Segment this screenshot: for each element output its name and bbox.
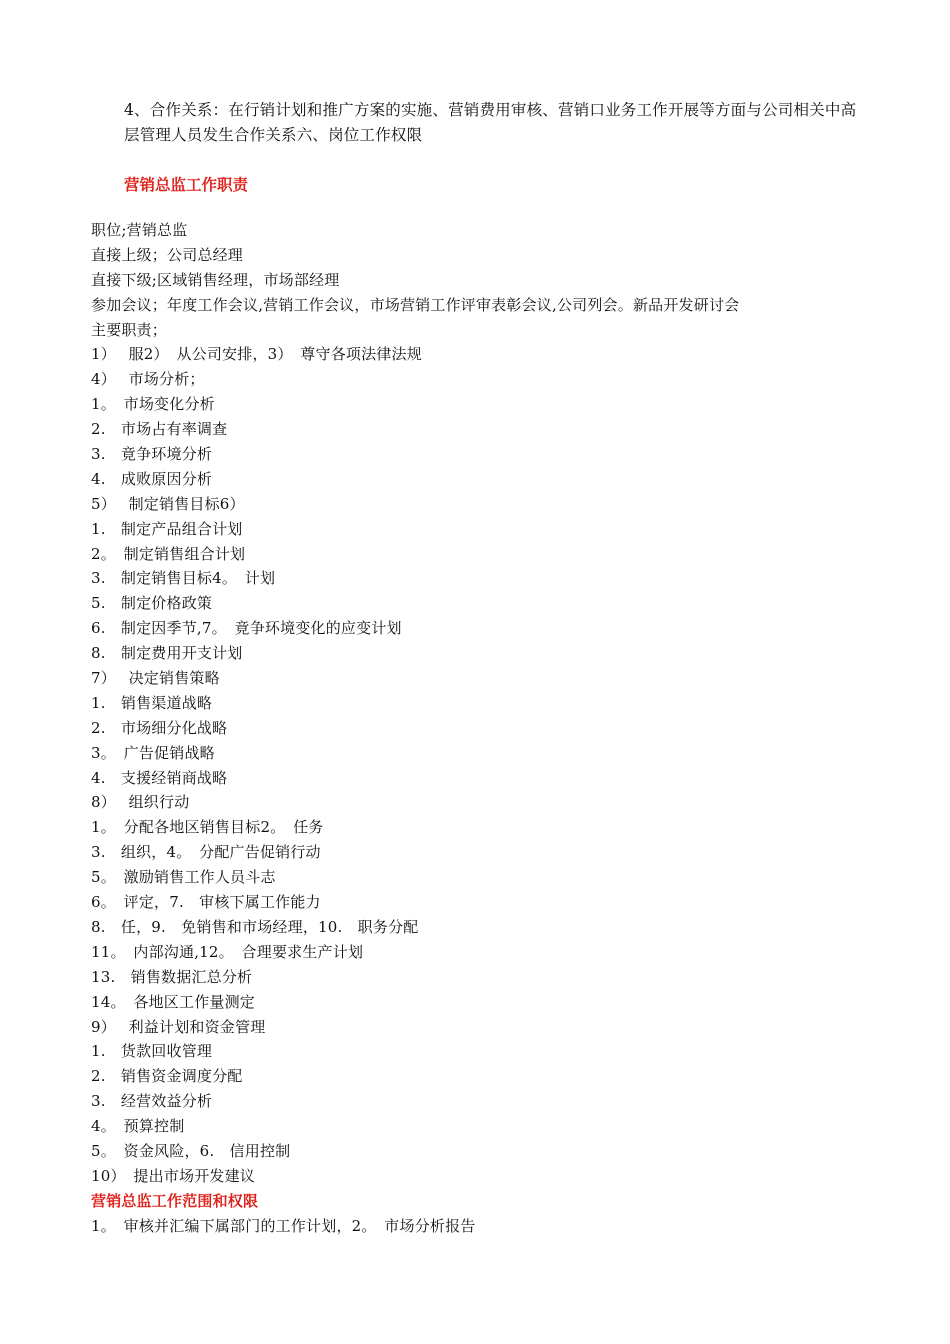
text-line: 14。 各地区工作量测定 bbox=[91, 992, 255, 1011]
text-line: 5） 制定销售目标6） bbox=[91, 494, 245, 513]
text-line: 直接上级；公司总经理 bbox=[91, 245, 244, 264]
text-line: 1. 制定产品组合计划 bbox=[91, 519, 243, 538]
text-line: 8） 组织行动 bbox=[91, 793, 190, 812]
text-line: 6。 评定，7. 审核下属工作能力 bbox=[91, 893, 321, 912]
text-line: 1. 销售渠道战略 bbox=[91, 693, 213, 712]
text-line: 7） 决定销售策略 bbox=[91, 669, 220, 688]
text-line: 4. 成败原因分析 bbox=[91, 469, 213, 488]
section-heading-duties: 营销总监工作职责 bbox=[124, 176, 249, 194]
text-line: 4。 预算控制 bbox=[91, 1117, 185, 1136]
text-line: 4. 支援经销商战略 bbox=[91, 768, 228, 787]
section-heading-scope: 营销总监工作范围和权限 bbox=[91, 1191, 259, 1210]
duties-list bbox=[91, 218, 891, 1239]
text-line: 1。 审核并汇编下属部门的工作计划，2。 市场分析报告 bbox=[91, 1216, 476, 1235]
text-line: 5. 制定价格政策 bbox=[91, 594, 213, 613]
text-line: 1。 分配各地区销售目标2。 任务 bbox=[91, 818, 324, 837]
text-line: 3. 制定销售目标4。 计划 bbox=[91, 569, 276, 588]
text-line: 13. 销售数据汇总分析 bbox=[91, 967, 253, 986]
intro-paragraph: 4、合作关系：在行销计划和推广方案的实施、营销费用审核、营销口业务工作开展等方面与公司相关中高层管理人员发生合作关系六、岗位工作权限 bbox=[124, 101, 857, 144]
text-line: 5。 激励销售工作人员斗志 bbox=[91, 868, 276, 887]
text-line: 主要职责； bbox=[91, 320, 168, 339]
text-line: 参加会议；年度工作会议,营销工作会议，市场营销工作评审表彰会议,公司列会。新品开发研讨会 bbox=[91, 295, 740, 314]
text-line: 3. 经营效益分析 bbox=[91, 1092, 213, 1111]
text-line: 1. 货款回收管理 bbox=[91, 1042, 213, 1061]
text-line: 3. 竟争环境分析 bbox=[91, 445, 213, 464]
text-line: 6. 制定因季节,7。 竟争环境变化的应变计划 bbox=[91, 619, 402, 638]
text-line: 5。 资金风险，6. 信用控制 bbox=[91, 1141, 291, 1160]
text-line: 8. 任，9. 免销售和市场经理，10. 职务分配 bbox=[91, 917, 419, 936]
text-line: 9） 利益计划和资金管理 bbox=[91, 1017, 266, 1036]
text-line: 1） 服2） 从公司安排，3） 尊守各项法律法规 bbox=[91, 345, 422, 364]
text-line: 职位;营销总监 bbox=[91, 221, 188, 239]
text-line: 2. 市场细分化战略 bbox=[91, 718, 228, 737]
text-line: 11。 内部沟通,12。 合理要求生产计划 bbox=[91, 942, 364, 961]
text-line: 8. 制定费用开支计划 bbox=[91, 644, 243, 663]
text-line: 10） 提出市场开发建议 bbox=[91, 1166, 255, 1185]
text-line: 2. 销售资金调度分配 bbox=[91, 1067, 243, 1086]
text-line: 1。 市场变化分析 bbox=[91, 395, 215, 414]
text-line: 2. 市场占有率调查 bbox=[91, 420, 228, 439]
text-line: 直接下级;区域销售经理，市场部经理 bbox=[91, 270, 340, 289]
text-line: 2。 制定销售组合计划 bbox=[91, 544, 246, 563]
text-line: 3. 组织，4。 分配广告促销行动 bbox=[91, 843, 321, 862]
text-line: 4） 市场分析； bbox=[91, 370, 205, 389]
text-line: 3。 广告促销战略 bbox=[91, 743, 215, 762]
